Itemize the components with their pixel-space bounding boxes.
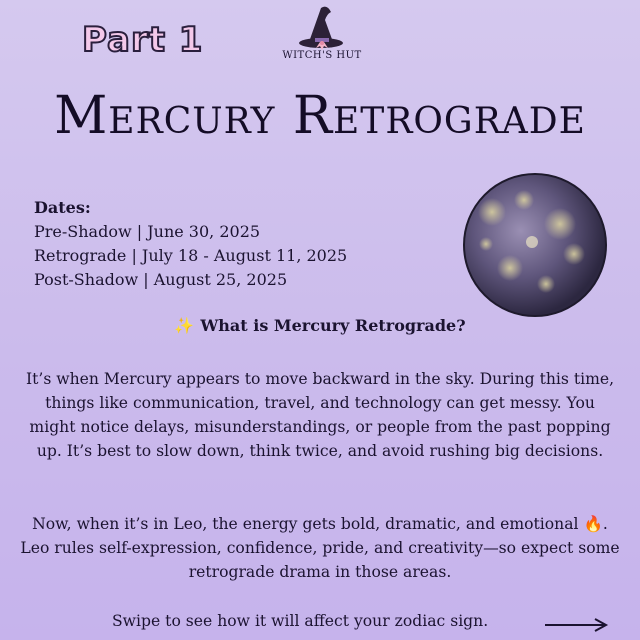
logo-text: WITCH'S HUT <box>282 50 362 61</box>
paragraph-leo-part2: . Leo rules self-expression, confidence, pride, and creativity—so expect some retrograde drama in those areas. <box>20 515 620 581</box>
fire-icon: 🔥 <box>583 515 603 533</box>
mercury-planet-image <box>462 172 608 318</box>
paragraph-leo <box>20 512 620 584</box>
arrow-right-icon <box>543 618 609 632</box>
page-title: Mercury Retrograde <box>54 86 586 146</box>
paragraph-what-is: It’s when Mercury appears to move backward in the sky. During this time, things like communication, travel, and technology can get messy. You might notice delays, misunderstandings, or people from the past popping up. It’s best to slow down, think twice, and avoid rushing big decisions. <box>25 370 615 460</box>
paragraph-leo-part1: Now, when it’s in Leo, the energy gets bold, dramatic, and emotional <box>32 515 579 533</box>
dates-block <box>34 196 347 292</box>
section-heading-text: What is Mercury Retrograde? <box>200 316 466 335</box>
part-badge: Part 1 <box>82 20 204 60</box>
swipe-prompt: Swipe to see how it will affect your zodiac sign. <box>112 612 489 630</box>
date-line-retrograde: Retrograde | July 18 - August 11, 2025 <box>34 246 348 265</box>
section-heading <box>0 316 640 335</box>
sparkle-icon: ✨ <box>174 316 195 335</box>
witch-hat-icon <box>287 2 357 52</box>
dates-label: Dates: <box>34 198 91 217</box>
logo <box>272 2 372 70</box>
date-line-preshadow: Pre-Shadow | June 30, 2025 <box>34 222 261 241</box>
date-line-postshadow: Post-Shadow | August 25, 2025 <box>34 270 288 289</box>
